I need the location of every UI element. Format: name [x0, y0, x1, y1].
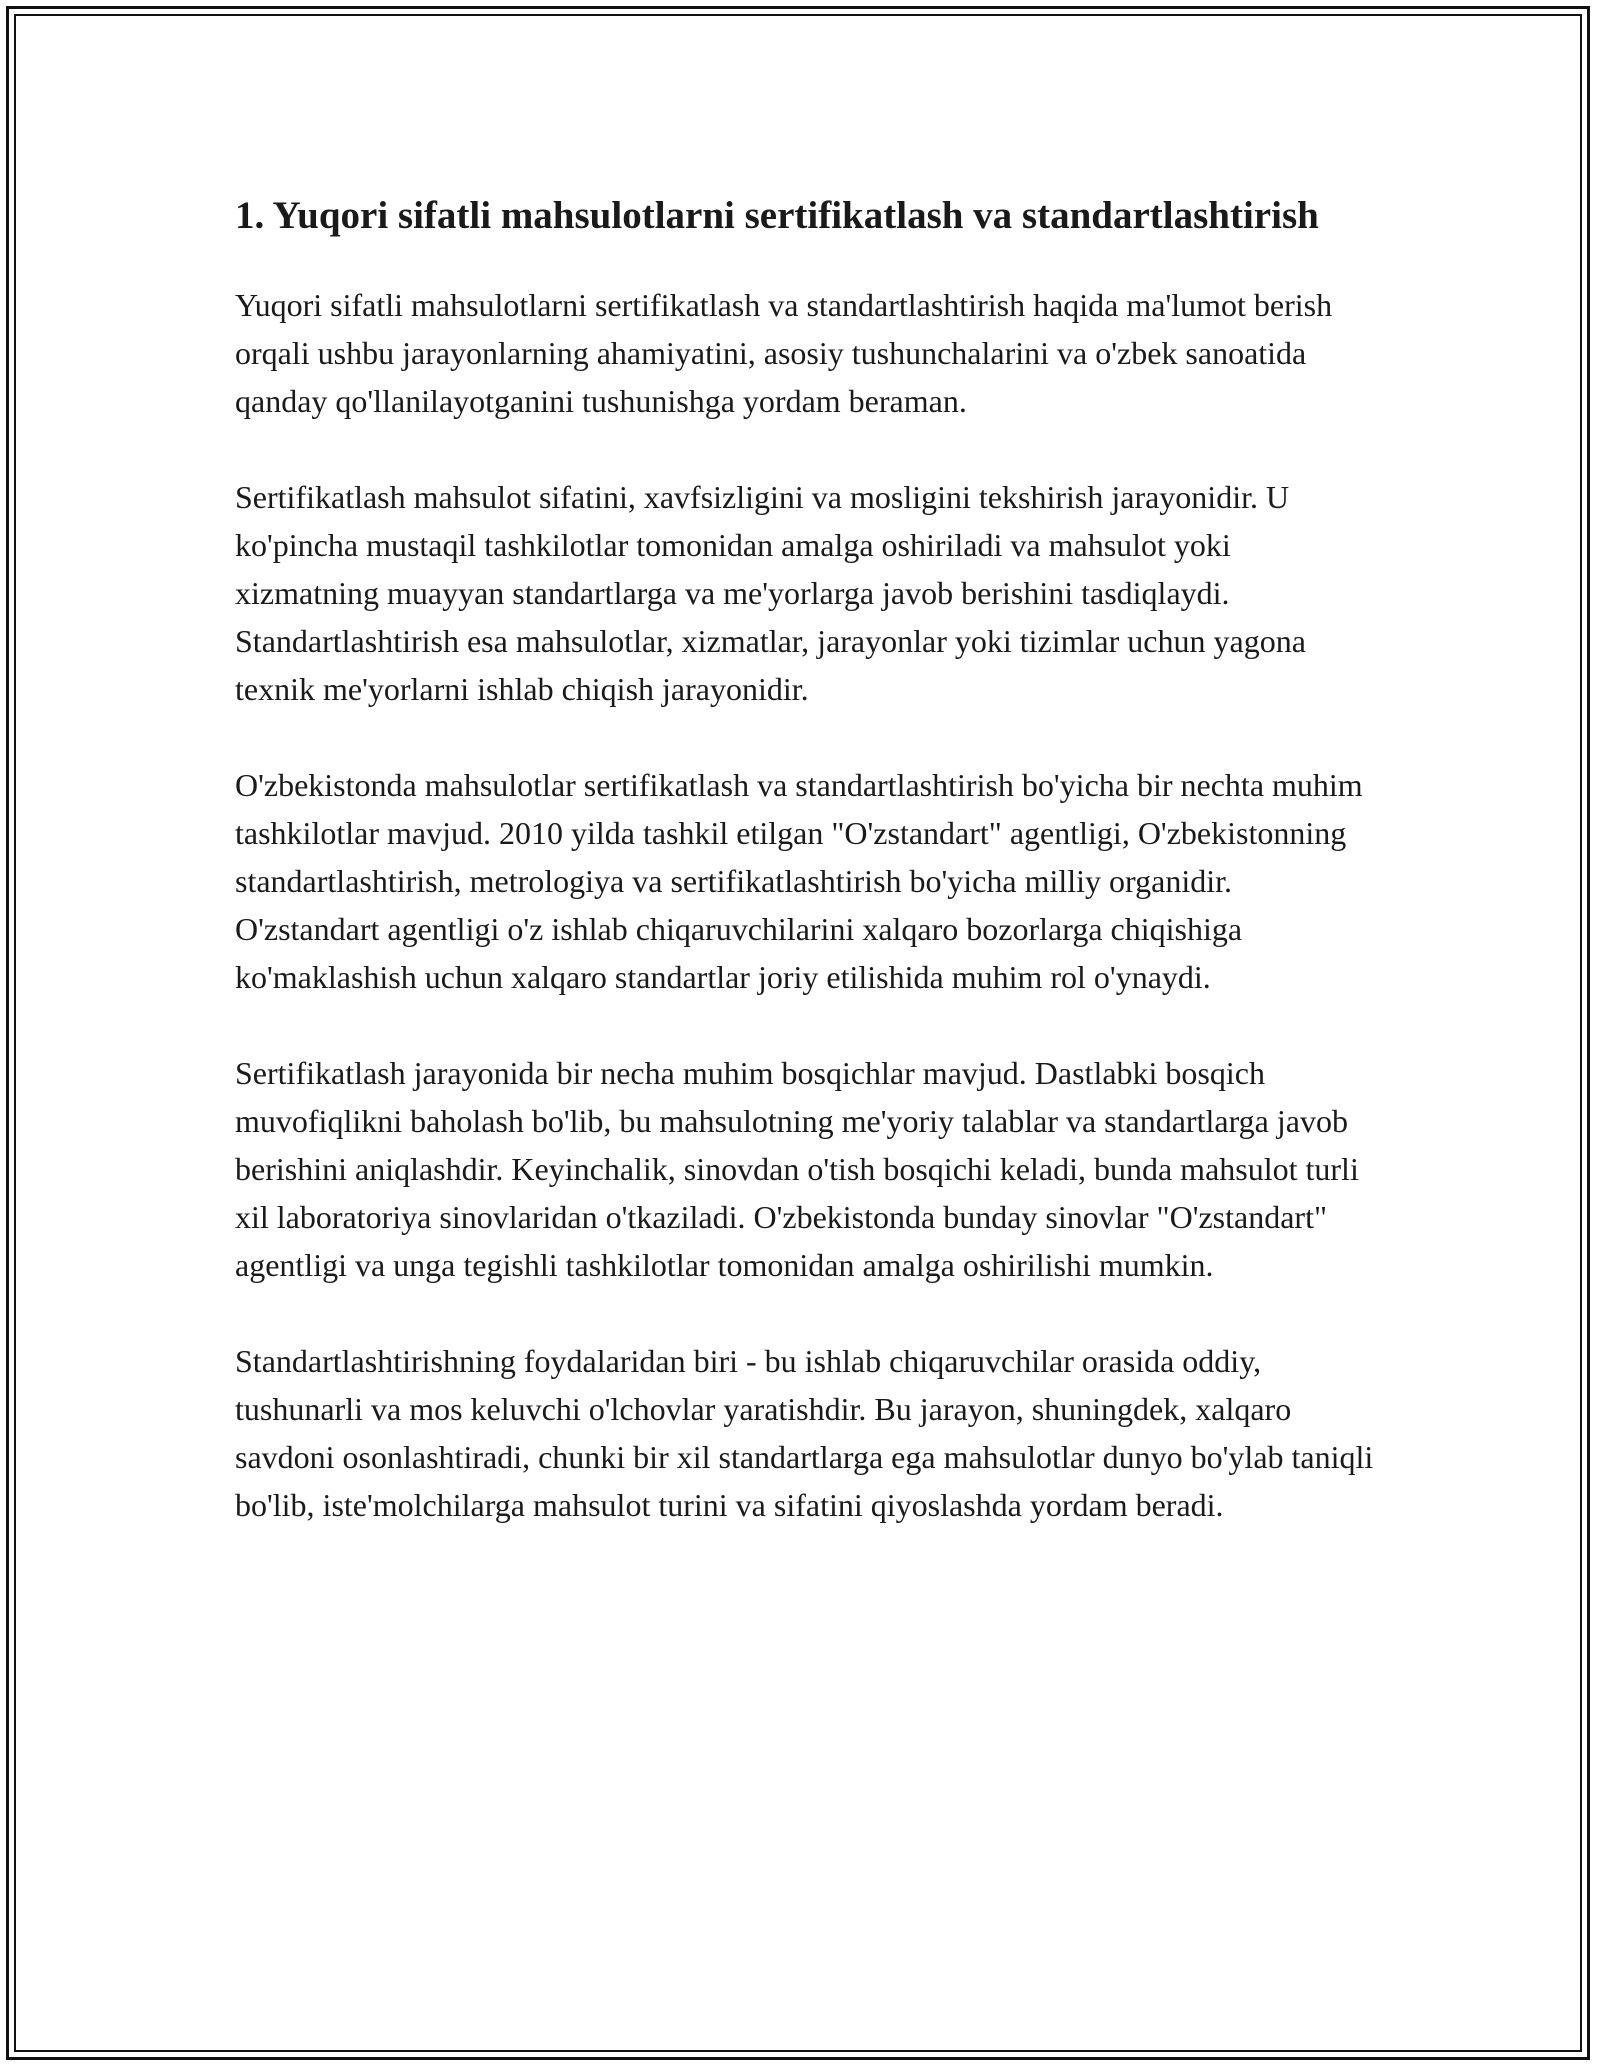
- paragraph-definitions: Sertifikatlash mahsulot sifatini, xavfsizligini va mosligini tekshirish jarayonidir. U ko'pincha mustaqil tashkilotlar tomonidan amalga oshiriladi va mahsulot yoki xizmatning muayyan standartlarga va me'yorlarga javob berishini tasdiqlaydi. Standartlashtirish esa mahsulotlar, xizmatlar, jarayonlar yoki tizimlar uchun yagona texnik me'yorlarni ishlab chiqish jarayonidir.: [235, 479, 1306, 707]
- document-body: [235, 188, 1375, 1577]
- paragraph-intro: Yuqori sifatli mahsulotlarni sertifikatlash va standartlashtirish haqida ma'lumot berish orqali ushbu jarayonlarning ahamiyatini, asosiy tushunchalarini va o'zbek sanoatida qanday qo'llanilayotganini tushunishga yordam beraman.: [235, 287, 1333, 419]
- paragraph-stages: Sertifikatlash jarayonida bir necha muhim bosqichlar mavjud. Dastlabki bosqich muvofiqlikni baholash bo'lib, bu mahsulotning me'yoriy talablar va standartlarga javob berishini aniqlashdir. Keyinchalik, sinovdan o'tish bosqichi keladi, bunda mahsulot turli xil laboratoriya sinovlaridan o'tkaziladi. O'zbekistonda bunday sinovlar "O'zstandart" agentligi va unga tegishli tashkilotlar tomonidan amalga oshirilishi mumkin.: [235, 1055, 1359, 1283]
- paragraph-benefits: Standartlashtirishning foydalaridan biri - bu ishlab chiqaruvchilar orasida oddiy, tushunarli va mos keluvchi o'lchovlar yaratishdir. Bu jarayon, shuningdek, xalqaro savdoni osonlashtiradi, chunki bir xil standartlarga ega mahsulotlar dunyo bo'ylab taniqli bo'lib, iste'molchilarga mahsulot turini va sifatini qiyoslashda yordam beradi.: [235, 1343, 1374, 1523]
- paragraph-organizations: O'zbekistonda mahsulotlar sertifikatlash va standartlashtirish bo'yicha bir nechta muhim tashkilotlar mavjud. 2010 yilda tashkil etilgan "O'zstandart" agentligi, O'zbekistonning standartlashtirish, metrologiya va sertifikatlashtirish bo'yicha milliy organidir. O'zstandart agentligi o'z ishlab chiqaruvchilarini xalqaro bozorlarga chiqishiga ko'maklashish uchun xalqaro standartlar joriy etilishida muhim rol o'ynaydi.: [235, 767, 1363, 995]
- section-heading: 1. Yuqori sifatli mahsulotlarni sertifikatlash va standartlashtirish: [235, 194, 1319, 237]
